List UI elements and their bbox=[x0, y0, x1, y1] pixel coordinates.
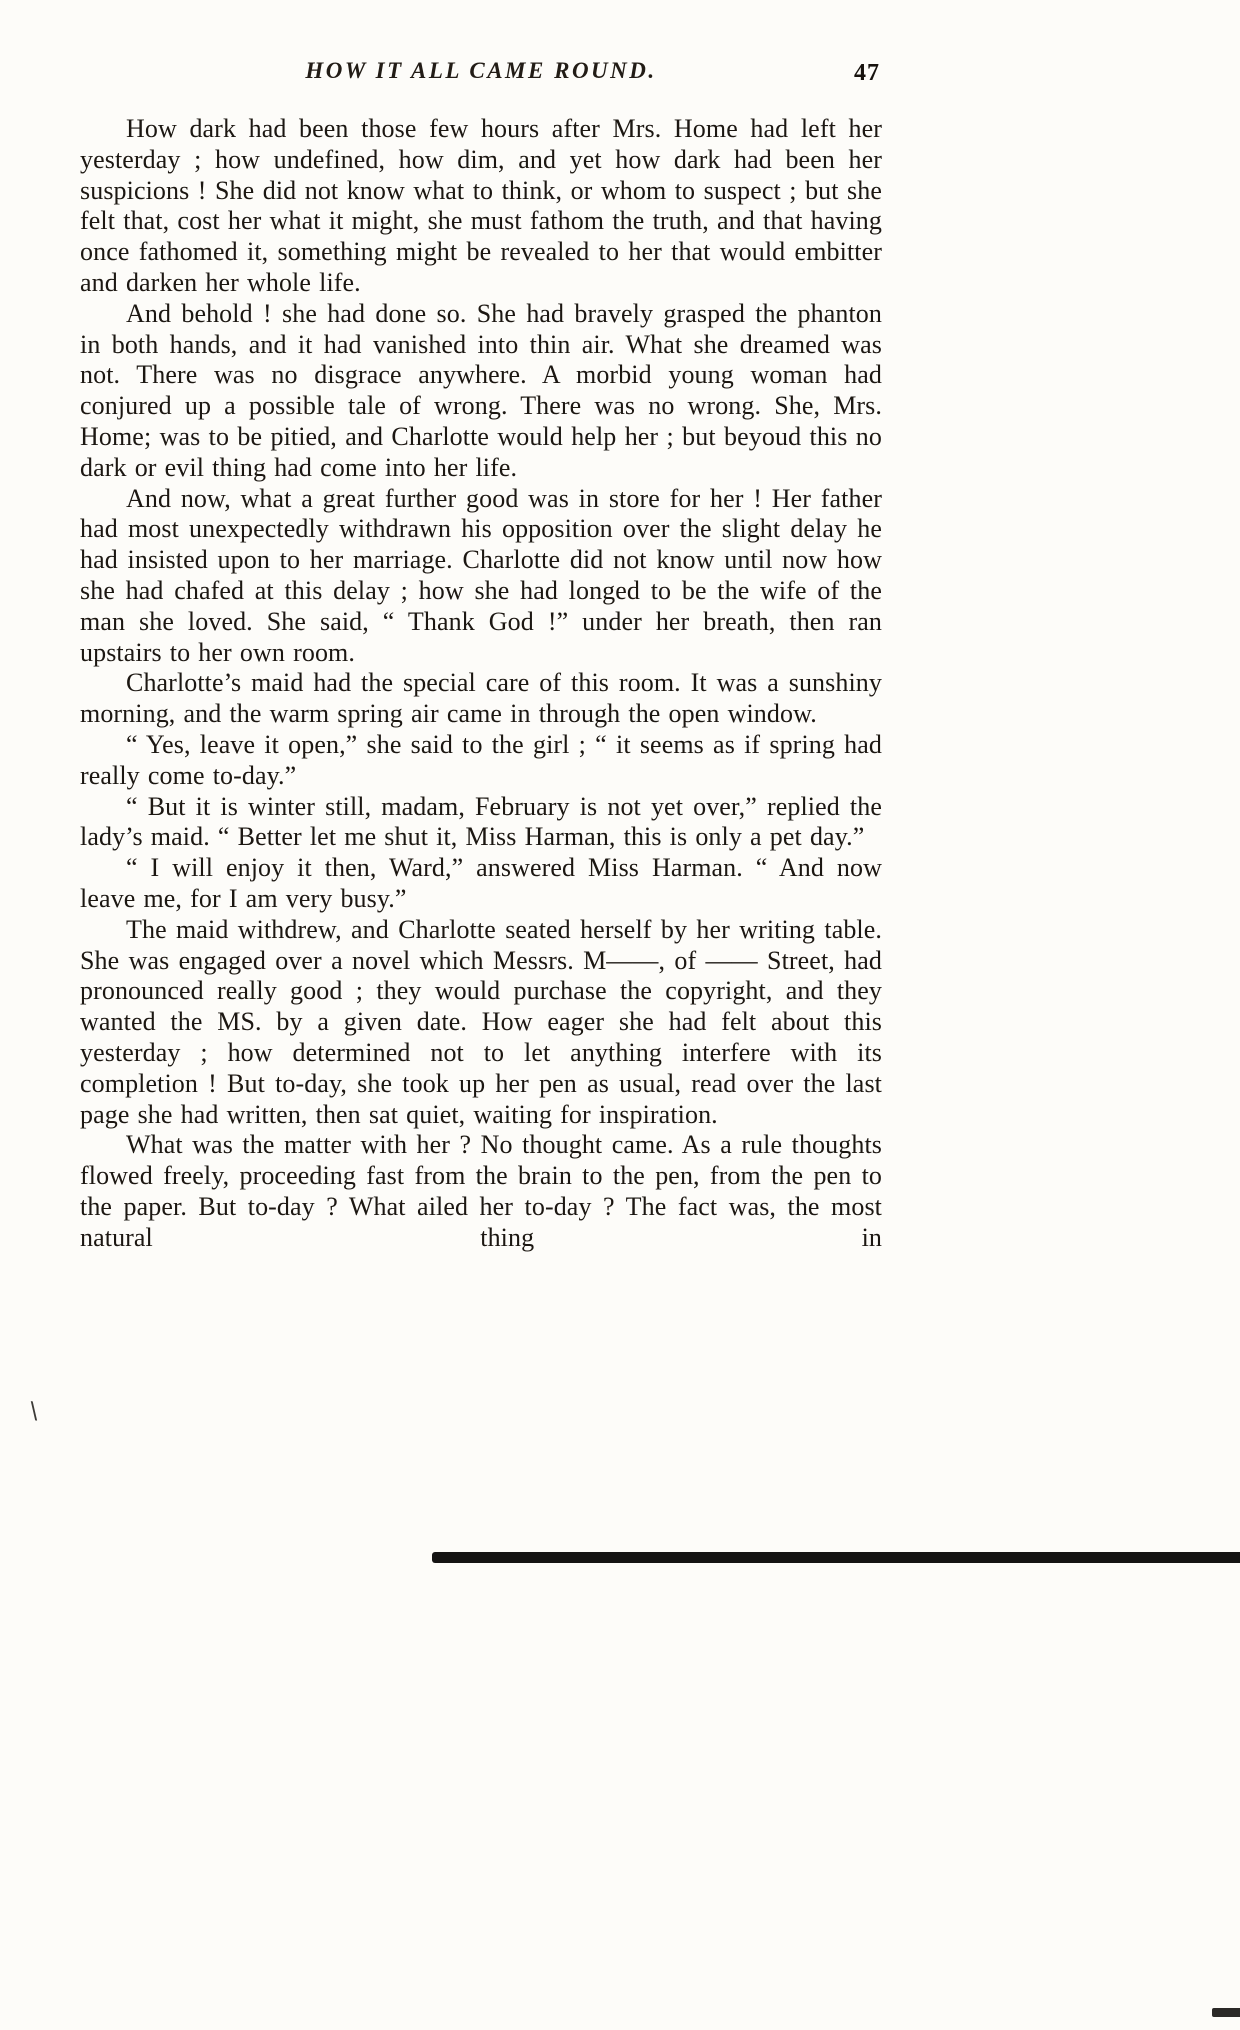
handwritten-margin-mark: \ bbox=[28, 1395, 40, 1428]
paragraph: How dark had been those few hours after Mrs. Home had left her yesterday ; how undefined, how dim, and yet how dark had been her suspicions ! She did not know what to think, or whom to suspect ; but she felt that, cost her what it might, she must fathom the truth, and that having once fathomed it, something might be revealed to her that would embitter and darken her whole life. bbox=[80, 114, 882, 297]
scan-artifact-corner-smudge bbox=[1212, 2008, 1240, 2017]
paragraph: “ I will enjoy it then, Ward,” answered Miss Harman. “ And now leave me, for I am very busy.” bbox=[80, 853, 882, 913]
paragraph: And behold ! she had done so. She had bravely grasped the phanton in both hands, and it had vanished into thin air. What she dreamed was not. There was no disgrace anywhere. A morbid young woman had conjured up a possible tale of wrong. There was no wrong. She, Mrs. Home; was to be pitied, and Charlotte would help her ; but beyoud this no dark or evil thing had come into her life. bbox=[80, 298, 882, 482]
paragraph-cutoff: What was the matter with her ? No thought came. As a rule thoughts flowed freely, proceeding fast from the brain to the pen, from the pen to the paper. But to-day ? What ailed her to-day ? The fact was, the most natural thing in bbox=[80, 1130, 882, 1252]
page-number: 47 bbox=[854, 60, 880, 86]
paragraph: Charlotte’s maid had the special care of this room. It was a sunshiny morning, and the warm spring air came in through the open window. bbox=[80, 668, 882, 729]
paragraph: “ But it is winter still, madam, February is not yet over,” replied the lady’s maid. “ Better let me shut it, Miss Harman, this is only a pet day.” bbox=[80, 791, 882, 852]
paragraph: The maid withdrew, and Charlotte seated herself by her writing table. She was engaged over a novel which Messrs. M——, of —— Street, had pronounced really good ; they would purchase the copyright, and they wanted the MS. by a given date. How eager she had felt about this yesterday ; how determined not to let anything interfere with its completion ! But to-day, she took up her pen as usual, read over the last page she had written, then sat quiet, waiting for inspiration. bbox=[80, 914, 882, 1129]
scan-artifact-bar bbox=[432, 1552, 1240, 1563]
running-header bbox=[80, 56, 882, 92]
page-body bbox=[80, 114, 882, 1253]
paragraph: And now, what a great further good was in store for her ! Her father had most unexpectedly withdrawn his opposition over the slight delay he had insisted upon to her marriage. Charlotte did not know until now how she had chafed at this delay ; how she had longed to be the wife of the man she loved. She said, “ Thank God !” under her breath, then ran upstairs to her own room. bbox=[80, 483, 882, 667]
running-header-title: HOW IT ALL CAME ROUND. bbox=[305, 58, 657, 83]
paragraph: “ Yes, leave it open,” she said to the girl ; “ it seems as if spring had really come to-day.” bbox=[80, 729, 882, 790]
page-content bbox=[80, 56, 882, 1253]
